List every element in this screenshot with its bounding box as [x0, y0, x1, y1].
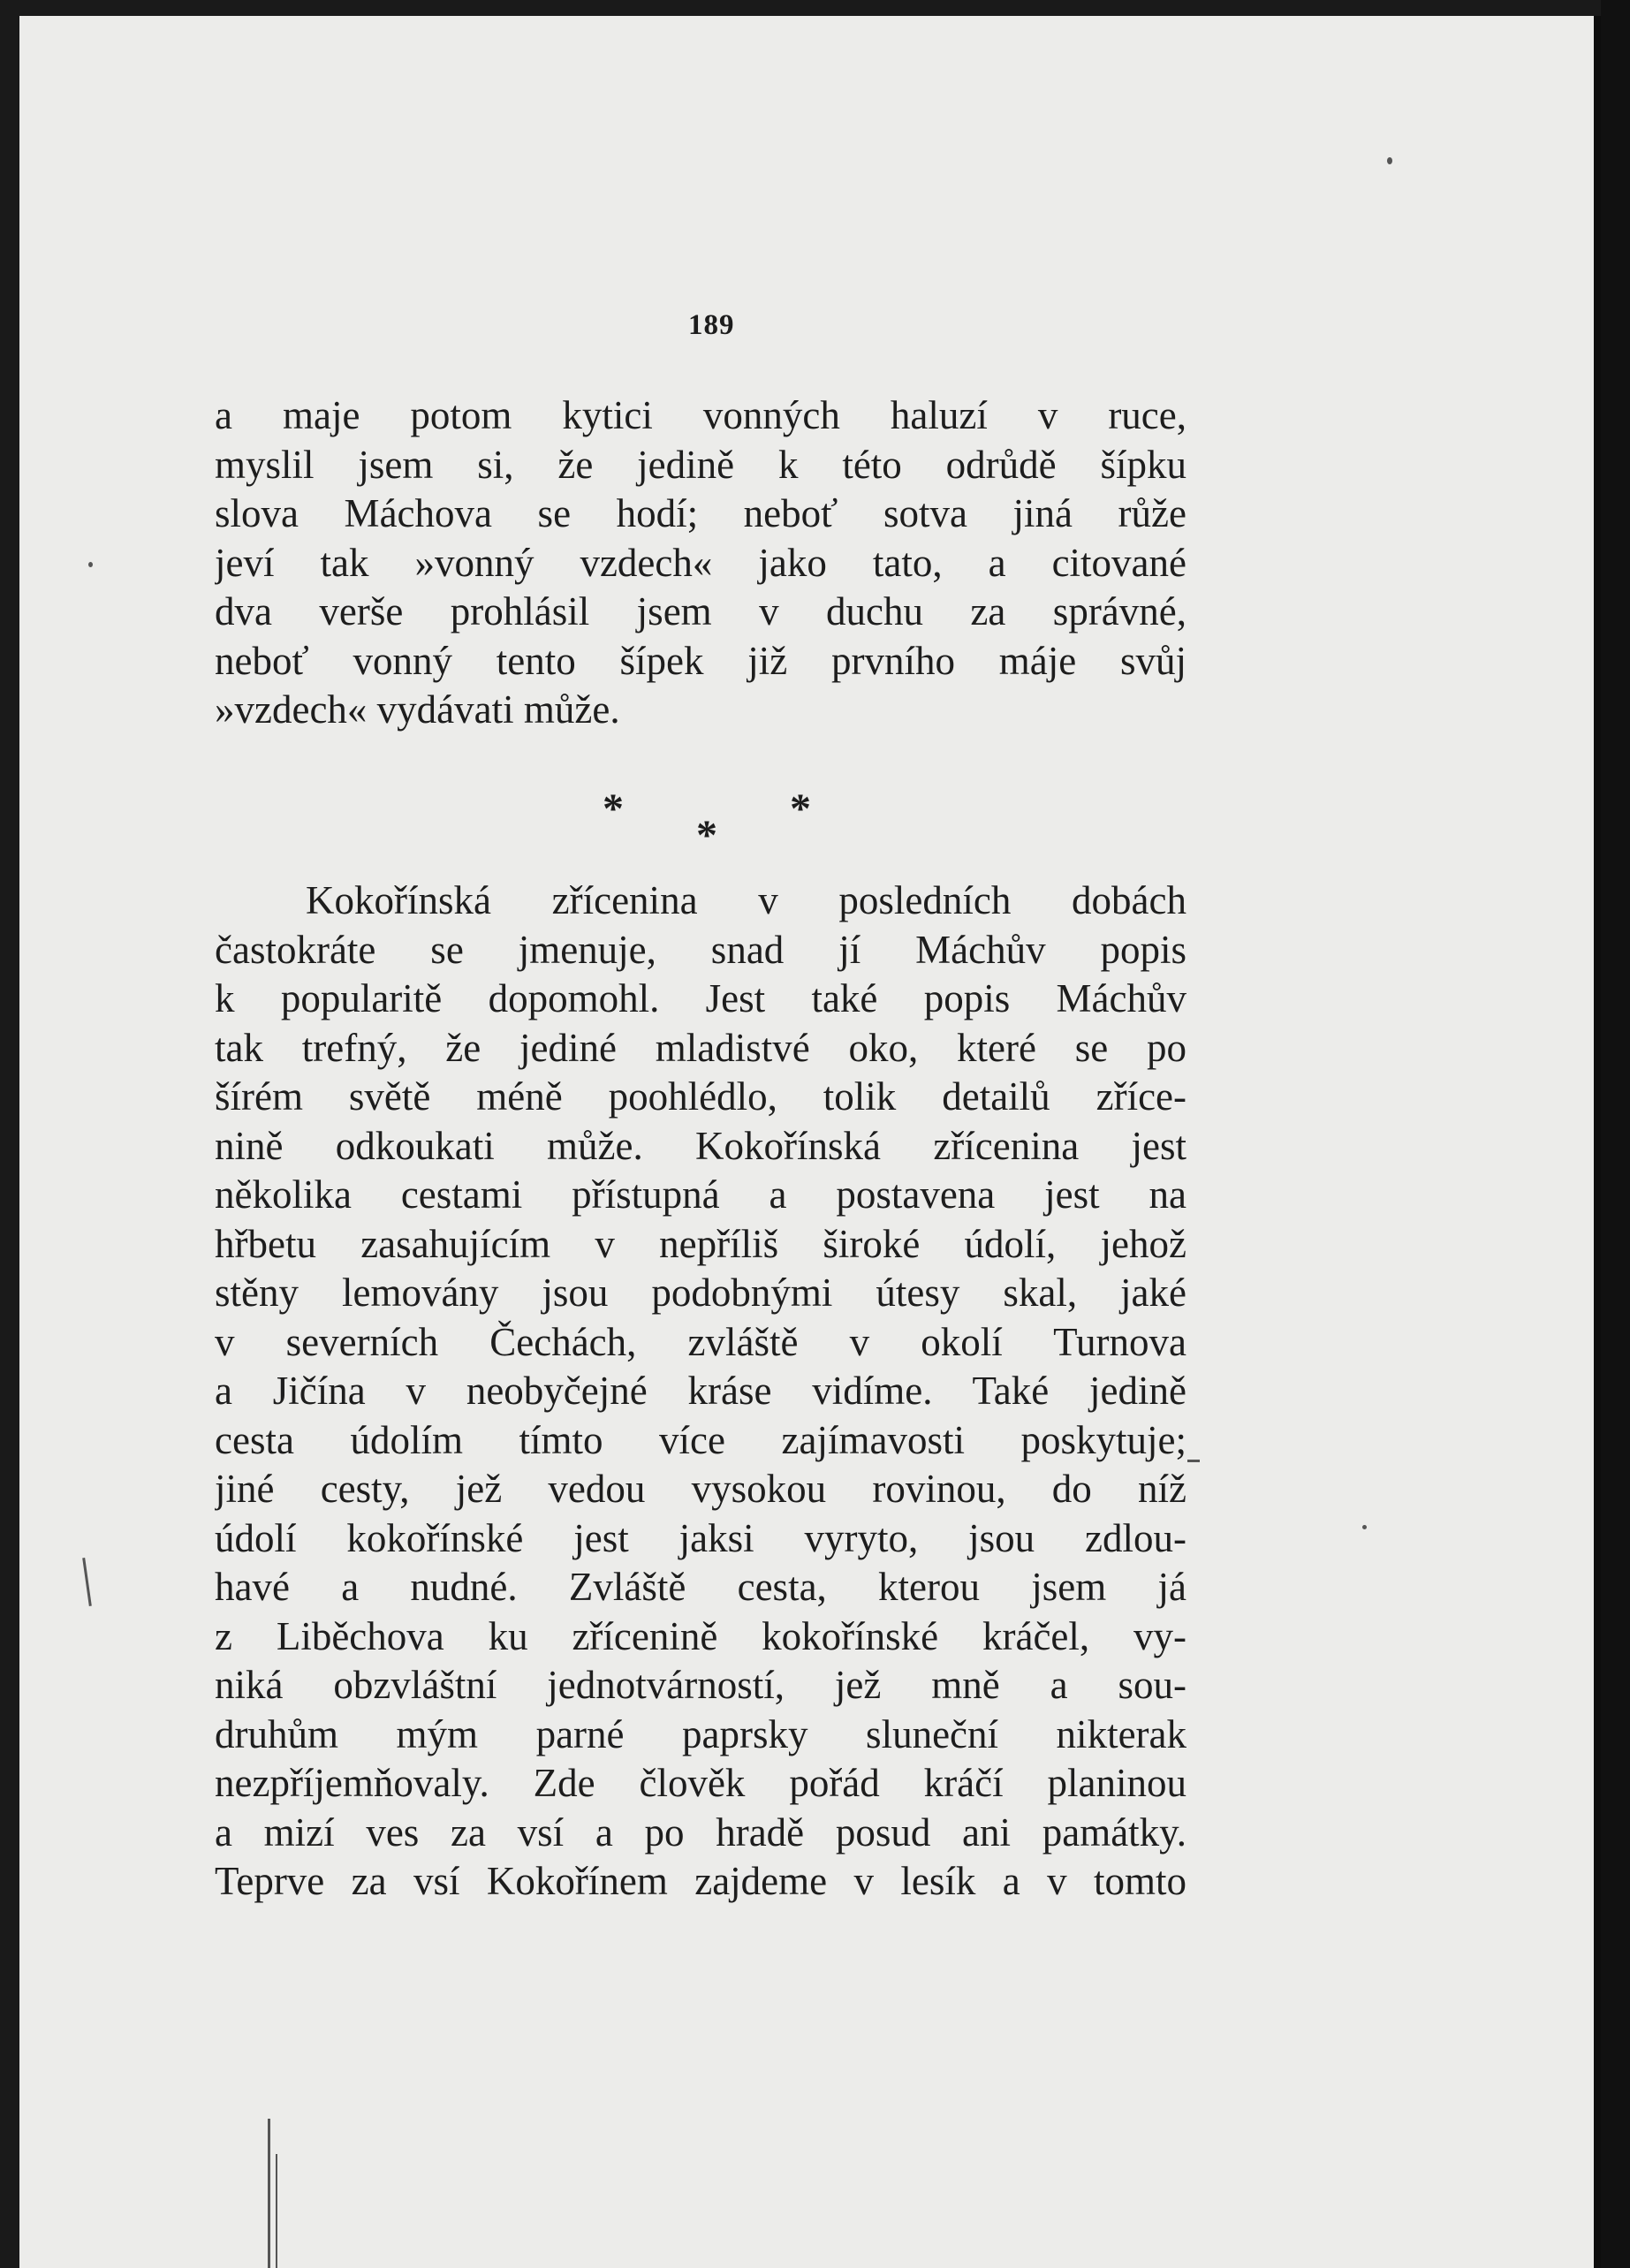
scan-speck — [1387, 157, 1392, 164]
scan-dash — [1187, 1460, 1200, 1462]
text-line: cesta údolím tímto více zajímavosti poskytuje; — [215, 1417, 1186, 1462]
text-line: neboť vonný tento šípek již prvního máje svůj — [215, 638, 1186, 683]
text-line: a maje potom kytici vonných haluzí v ruce, — [215, 393, 1186, 437]
text-line: nezpříjemňovaly. Zde člověk pořád kráčí planinou — [215, 1761, 1186, 1805]
text-line: údolí kokořínské jest jaksi vyryto, jsou zdlou- — [215, 1515, 1186, 1560]
text-line: havé a nudné. Zvláště cesta, kterou jsem já — [215, 1565, 1186, 1609]
scan-speck — [88, 562, 93, 567]
text-line: stěny lemovány jsou podobnými útesy skal, jaké — [215, 1271, 1186, 1315]
text-line: nině odkoukati může. Kokořínská zřícenina jest — [215, 1123, 1186, 1168]
scan-scratch — [82, 1558, 92, 1606]
text-line: tak trefný, že jediné mladistvé oko, které se po — [215, 1025, 1186, 1070]
text-line: niká obzvláštní jednotvárností, jež mně a sou- — [215, 1663, 1186, 1707]
text-line: k popularitě dopomohl. Jest také popis Máchův — [215, 976, 1186, 1020]
book-page — [19, 16, 1601, 2268]
text-line: několika cestami přístupná a postavena jest na — [215, 1172, 1186, 1217]
text-line: myslil jsem si, že jedině k této odrůdě šípku — [215, 442, 1186, 487]
paragraph-1 — [215, 391, 1186, 735]
text-line: »vzdech« vydávati může. — [215, 687, 620, 732]
asterisk: * — [696, 812, 717, 859]
section-break-asterism — [603, 785, 841, 873]
text-line: jiné cesty, jež vedou vysokou rovinou, do níž — [215, 1467, 1186, 1511]
text-line: dva verše prohlásil jsem v duchu za správné, — [215, 589, 1186, 633]
text-line: hřbetu zasahujícím v nepříliš široké údolí, jehož — [215, 1221, 1186, 1266]
scan-speck — [1362, 1525, 1367, 1529]
text-line: šírém světě méně poohlédlo, tolik detailů zříce- — [215, 1074, 1186, 1119]
scan-edge — [1601, 0, 1630, 2268]
text-line: v severních Čechách, zvláště v okolí Turnova — [215, 1319, 1186, 1364]
text-line: jeví tak »vonný vzdech« jako tato, a citované — [215, 540, 1186, 585]
asterisk: * — [790, 785, 811, 832]
scan-scratch — [268, 2119, 270, 2268]
asterisk: * — [603, 785, 624, 832]
text-line: a mizí ves za vsí a po hradě posud ani památky. — [215, 1809, 1186, 1855]
text-line: z Liběchova ku zřícenině kokořínské kráčel, vy- — [215, 1613, 1186, 1658]
text-line: častokráte se jmenuje, snad jí Máchův popis — [215, 927, 1186, 972]
text-line: slova Máchova se hodí; neboť sotva jiná růže — [215, 491, 1186, 535]
text-line: druhům mým parné paprsky sluneční nikterak — [215, 1711, 1186, 1756]
scan-scratch — [276, 2154, 277, 2268]
paragraph-2 — [215, 876, 1186, 1907]
text-line: Teprve za vsí Kokořínem zajdeme v lesík a v tomto — [215, 1859, 1186, 1903]
page-number: 189 — [688, 309, 735, 341]
text-line: a Jičína v neobyčejné kráse vidíme. Také jedině — [215, 1369, 1186, 1413]
text-line: Kokořínská zřícenina v posledních dobách — [306, 878, 1186, 922]
